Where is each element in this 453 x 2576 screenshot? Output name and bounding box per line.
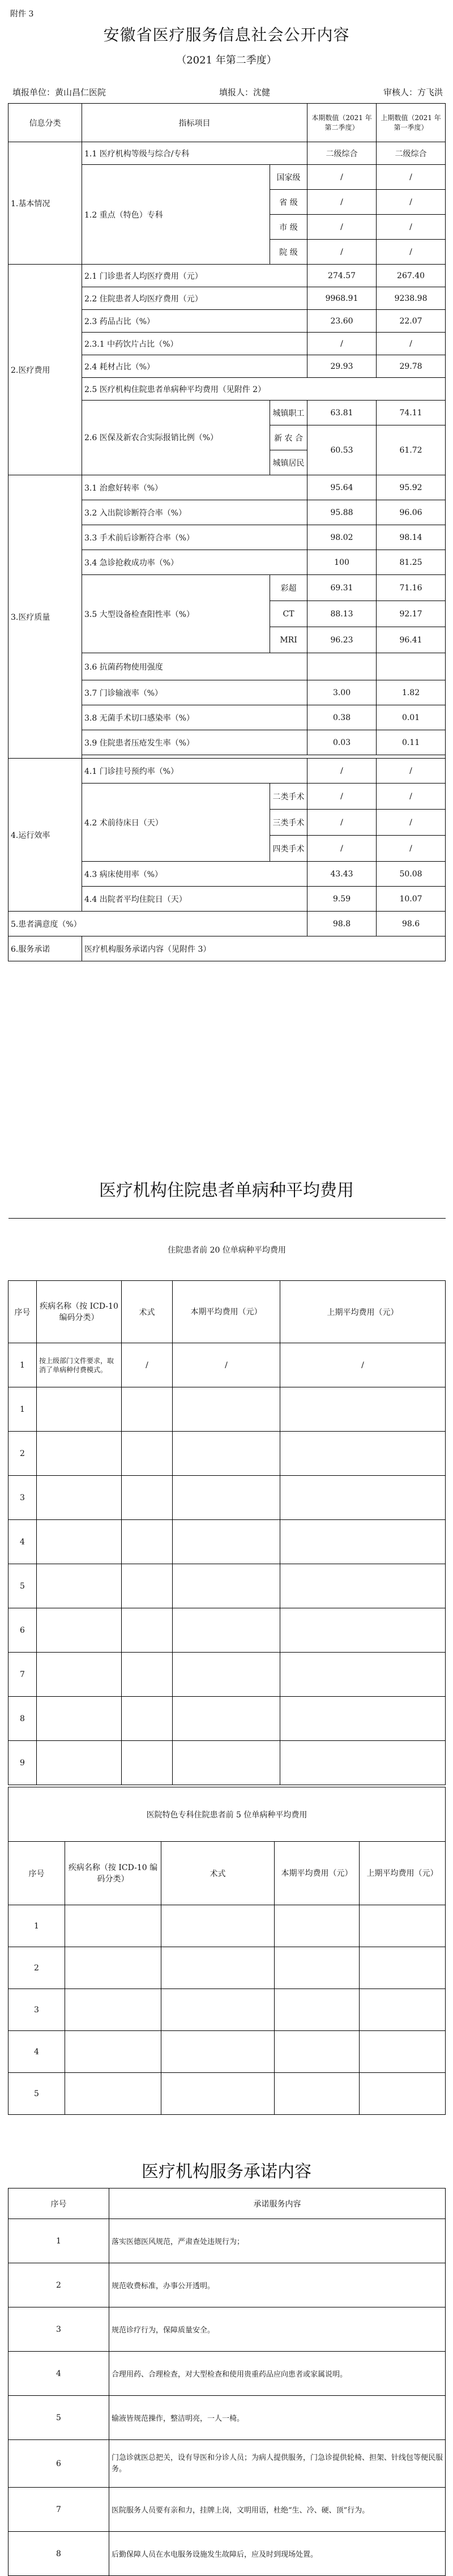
table-row <box>8 1905 446 1947</box>
table-row <box>8 1741 446 1785</box>
table-row <box>8 1564 446 1608</box>
row-sublabel: 三类手术 <box>270 810 307 836</box>
section-efficiency: 4.运行效率 <box>8 759 82 912</box>
row-previous: / <box>377 215 446 240</box>
cell-disease <box>65 2073 161 2115</box>
cell-no: 1 <box>8 1387 37 1432</box>
table-row <box>8 2307 446 2352</box>
row-sublabel: 四类手术 <box>270 836 307 862</box>
row-previous: / <box>377 836 446 862</box>
cell-disease <box>37 1387 122 1432</box>
row-previous <box>377 653 446 680</box>
row-previous: 1.82 <box>377 680 446 705</box>
cell-surgery: / <box>122 1343 173 1387</box>
row-label: 2.3.1 中药饮片占比（%） <box>82 333 307 355</box>
row-label: 3.6 抗菌药物使用强度 <box>82 653 307 680</box>
row-previous: 267.40 <box>377 265 446 287</box>
table-row <box>8 2440 446 2488</box>
row-current: 95.88 <box>307 500 377 525</box>
header-previous: 上期数值（2021 年第一季度） <box>377 104 446 142</box>
row-sublabel: 新 农 合 <box>270 425 307 450</box>
row-label: 4.4 出院者平均住院日（天） <box>82 887 307 912</box>
disease-cost-table <box>8 1218 446 1785</box>
row-label: 4.1 门诊挂号预约率（%） <box>82 759 307 784</box>
row-sublabel: 市 级 <box>270 215 307 240</box>
row-label: 3.1 治愈好转率（%） <box>82 475 307 500</box>
cell-current <box>173 1476 280 1520</box>
cell-surgery <box>122 1697 173 1741</box>
cell-no: 4 <box>8 2031 65 2073</box>
row-previous: 74.11 <box>377 401 446 425</box>
cell-no: 2 <box>8 1432 37 1476</box>
row-label: 2.4 耗材占比（%） <box>82 355 307 378</box>
row-sublabel: 国家级 <box>270 165 307 190</box>
table-row <box>8 2488 446 2532</box>
cell-surgery <box>161 1989 275 2031</box>
cell-no: 5 <box>8 1564 37 1608</box>
row-current: / <box>307 784 377 810</box>
row-previous: / <box>377 810 446 836</box>
cell-surgery <box>122 1564 173 1608</box>
row-previous: / <box>377 190 446 215</box>
cell-disease <box>65 2031 161 2073</box>
section2-title: 医疗机构住院患者单病种平均费用 <box>99 1181 354 1200</box>
row-previous: 92.17 <box>377 601 446 627</box>
caption-row <box>8 1219 446 1281</box>
cell-current <box>275 2031 360 2073</box>
row-previous: / <box>377 759 446 784</box>
cell-current <box>173 1653 280 1697</box>
row-label: 1.2 重点（特色）专科 <box>82 165 270 265</box>
row-current: 95.64 <box>307 475 377 500</box>
row-current: 23.60 <box>307 310 377 333</box>
table-row <box>8 2219 446 2263</box>
reviewer-label: 审核人：方飞洪 <box>383 87 443 97</box>
cell-current <box>275 1947 360 1989</box>
section3-title: 医疗机构服务承诺内容 <box>142 2162 311 2182</box>
cell-surgery <box>122 1387 173 1432</box>
row-label: 4.2 术前待床日（天） <box>82 784 270 862</box>
header-category: 信息分类 <box>8 104 82 142</box>
indicator-table <box>8 103 446 961</box>
cell-no: 5 <box>8 2396 109 2440</box>
row-previous: 71.16 <box>377 575 446 601</box>
cell-surgery <box>161 1905 275 1947</box>
table-row <box>8 2396 446 2440</box>
table-row <box>8 759 446 784</box>
row-previous: 29.78 <box>377 355 446 378</box>
cell-no: 1 <box>8 1905 65 1947</box>
row-previous: / <box>377 165 446 190</box>
cell-current <box>173 1432 280 1476</box>
cell-no: 6 <box>8 2440 109 2488</box>
row-sublabel: 彩超 <box>270 575 307 601</box>
table-row <box>8 1343 446 1387</box>
cell-no: 8 <box>8 2532 109 2576</box>
header-no: 序号 <box>8 1842 65 1905</box>
row-sublabel: CT <box>270 601 307 627</box>
table-row <box>8 1432 446 1476</box>
header-current: 本期平均费用（元） <box>275 1842 360 1905</box>
cell-current: / <box>173 1343 280 1387</box>
page-subtitle: （2021 年第二季度） <box>176 54 277 66</box>
row-current: 0.38 <box>307 705 377 730</box>
cell-content: 规范收费标准，办事公开透明。 <box>109 2263 446 2307</box>
table-row <box>8 912 446 936</box>
cell-no: 3 <box>8 2307 109 2352</box>
row-label: 2.2 住院患者人均医疗费用（元） <box>82 287 307 310</box>
row-label: 3.4 急诊抢救成功率（%） <box>82 550 307 575</box>
table-row <box>8 1653 446 1697</box>
row-previous: / <box>377 333 446 355</box>
row-previous: 22.07 <box>377 310 446 333</box>
row-previous: 10.07 <box>377 887 446 912</box>
row-previous: / <box>377 784 446 810</box>
table-row <box>8 1520 446 1564</box>
cell-no: 2 <box>8 2263 109 2307</box>
cell-surgery <box>161 1947 275 1989</box>
cell-no: 8 <box>8 1697 37 1741</box>
cell-content: 门急诊就医总把关，设有导医和分诊人员；为病人提供服务，门急诊提供轮椅、担架、针线包等便民服务。 <box>109 2440 446 2488</box>
cell-current <box>173 1387 280 1432</box>
table-caption: 住院患者前 20 位单病种平均费用 <box>8 1219 446 1281</box>
table-row <box>8 936 446 961</box>
table-row <box>8 1387 446 1432</box>
row-previous: 50.08 <box>377 862 446 887</box>
section-promise: 6.服务承诺 <box>8 936 82 961</box>
cell-no: 7 <box>8 2488 109 2532</box>
row-previous: 96.41 <box>377 627 446 653</box>
row-label: 3.7 门诊输液率（%） <box>82 680 307 705</box>
cell-disease <box>37 1697 122 1741</box>
cell-content: 落实医德医风规范，严肃查处违规行为； <box>109 2219 446 2263</box>
row-current: 63.81 <box>307 401 377 425</box>
row-sublabel: 院 级 <box>270 240 307 265</box>
row-current: 9.59 <box>307 887 377 912</box>
cell-current <box>173 1608 280 1653</box>
section-basic: 1.基本情况 <box>8 142 82 265</box>
row-current: / <box>307 836 377 862</box>
cell-surgery <box>122 1741 173 1785</box>
table-row <box>8 2352 446 2396</box>
cell-previous <box>360 1905 446 1947</box>
header-row <box>8 1842 446 1905</box>
row-label: 5.患者满意度（%） <box>8 912 307 936</box>
cell-no: 9 <box>8 1741 37 1785</box>
cell-current <box>275 1905 360 1947</box>
cell-content: 输液皆规范操作，整洁明亮，一人一椅。 <box>109 2396 446 2440</box>
cell-surgery <box>122 1653 173 1697</box>
cell-previous <box>280 1697 446 1741</box>
row-previous: 95.92 <box>377 475 446 500</box>
header-row <box>8 2188 446 2219</box>
header-disease: 疾病名称（按 ICD-10 编码分类） <box>37 1281 122 1343</box>
row-label: 2.5 医疗机构住院患者单病种平均费用（见附件 2） <box>82 378 446 401</box>
row-current: 100 <box>307 550 377 575</box>
cell-current <box>275 1989 360 2031</box>
cell-current <box>173 1564 280 1608</box>
cell-no: 7 <box>8 1653 37 1697</box>
cell-current <box>173 1741 280 1785</box>
annex-label: 附件 3 <box>10 10 34 19</box>
cell-no: 4 <box>8 2352 109 2396</box>
row-sublabel: 城镇职工 <box>270 401 307 425</box>
cell-surgery <box>122 1476 173 1520</box>
cell-previous <box>360 2073 446 2115</box>
cell-surgery <box>122 1432 173 1476</box>
cell-previous <box>280 1741 446 1785</box>
table-caption: 医院特色专科住院患者前 5 位单病种平均费用 <box>8 1787 446 1842</box>
table-row <box>8 2532 446 2576</box>
table-row <box>8 1947 446 1989</box>
caption-row <box>8 1787 446 1842</box>
row-current: 29.93 <box>307 355 377 378</box>
row-current: 88.13 <box>307 601 377 627</box>
header-no: 序号 <box>8 1281 37 1343</box>
promise-table <box>8 2188 446 2576</box>
cell-surgery <box>161 2073 275 2115</box>
specialty-cost-table <box>8 1787 446 2115</box>
report-meta <box>12 86 443 98</box>
row-label: 2.1 门诊患者人均医疗费用（元） <box>82 265 307 287</box>
cell-disease <box>65 1947 161 1989</box>
row-label: 3.2 入出院诊断符合率（%） <box>82 500 307 525</box>
cell-no: 1 <box>8 2219 109 2263</box>
table-row <box>8 1697 446 1741</box>
cell-previous <box>280 1520 446 1564</box>
cell-content: 后勤保障人员在水电服务设施发生故障后，应及时到现场处置。 <box>109 2532 446 2576</box>
cell-previous <box>280 1653 446 1697</box>
table-row <box>8 142 446 165</box>
table-row <box>8 2073 446 2115</box>
table-row <box>8 265 446 287</box>
cell-no: 4 <box>8 1520 37 1564</box>
header-row <box>8 1281 446 1343</box>
row-current: / <box>307 333 377 355</box>
table-row <box>8 1608 446 1653</box>
cell-surgery <box>122 1520 173 1564</box>
cell-no: 2 <box>8 1947 65 1989</box>
cell-disease <box>65 1905 161 1947</box>
cell-disease <box>37 1476 122 1520</box>
row-label: 2.6 医保及新农合实际报销比例（%） <box>82 401 270 475</box>
cell-content: 医院服务人员要有亲和力，挂牌上岗，文明用语，杜绝“生、冷、硬、顶”行为。 <box>109 2488 446 2532</box>
page-title: 安徽省医疗服务信息社会公开内容 <box>103 25 350 44</box>
row-previous: 98.6 <box>377 912 446 936</box>
row-previous: 0.11 <box>377 730 446 755</box>
cell-current <box>173 1520 280 1564</box>
row-current: 98.02 <box>307 525 377 550</box>
cell-no: 5 <box>8 2073 65 2115</box>
table-row <box>8 1989 446 2031</box>
row-previous: 二级综合 <box>377 142 446 165</box>
row-current: / <box>307 165 377 190</box>
cell-current <box>173 1697 280 1741</box>
header-content: 承诺服务内容 <box>109 2188 446 2219</box>
cell-disease <box>37 1653 122 1697</box>
row-current: / <box>307 759 377 784</box>
row-sublabel: MRI <box>270 627 307 653</box>
row-current: 98.8 <box>307 912 377 936</box>
row-current <box>307 653 377 680</box>
cell-previous <box>360 1989 446 2031</box>
cell-previous <box>280 1432 446 1476</box>
row-label: 3.5 大型设备检查阳性率（%） <box>82 575 270 653</box>
cell-previous <box>280 1476 446 1520</box>
cell-disease <box>37 1520 122 1564</box>
row-label: 医疗机构服务承诺内容（见附件 3） <box>82 936 446 961</box>
row-previous: 61.72 <box>377 425 446 475</box>
cell-no: 3 <box>8 1476 37 1520</box>
row-current: / <box>307 215 377 240</box>
cell-no: 1 <box>8 1343 37 1387</box>
row-previous: 81.25 <box>377 550 446 575</box>
header-surgery: 术式 <box>161 1842 275 1905</box>
cell-previous <box>280 1608 446 1653</box>
row-current: 9968.91 <box>307 287 377 310</box>
row-current: 274.57 <box>307 265 377 287</box>
table-row <box>8 475 446 500</box>
row-previous: 9238.98 <box>377 287 446 310</box>
row-current: 60.53 <box>307 425 377 475</box>
cell-previous <box>280 1387 446 1432</box>
row-sublabel: 省 级 <box>270 190 307 215</box>
cell-no: 6 <box>8 1608 37 1653</box>
header-surgery: 术式 <box>122 1281 173 1343</box>
header-current: 本期平均费用（元） <box>173 1281 280 1343</box>
filler-label: 填报人：沈健 <box>219 87 270 97</box>
row-current: 69.31 <box>307 575 377 601</box>
table-row <box>8 2031 446 2073</box>
cell-content: 规范诊疗行为，保障质量安全。 <box>109 2307 446 2352</box>
cell-content: 合理用药、合理检查，对大型检查和使用贵重药品应向患者或家属说明。 <box>109 2352 446 2396</box>
row-current: 96.23 <box>307 627 377 653</box>
cell-no: 3 <box>8 1989 65 2031</box>
cell-disease <box>37 1608 122 1653</box>
row-current: / <box>307 810 377 836</box>
section-quality: 3.医疗质量 <box>8 475 82 759</box>
cell-previous <box>360 2031 446 2073</box>
cell-previous <box>280 1564 446 1608</box>
cell-surgery <box>122 1608 173 1653</box>
row-label: 3.8 无菌手术切口感染率（%） <box>82 705 307 730</box>
row-current: 二级综合 <box>307 142 377 165</box>
row-sublabel: 二类手术 <box>270 784 307 810</box>
cell-previous <box>360 1947 446 1989</box>
row-label: 4.3 病床使用率（%） <box>82 862 307 887</box>
header-indicator: 指标项目 <box>82 104 307 142</box>
cell-disease: 按上级部门文件要求，取消了单病种付费模式。 <box>37 1343 122 1387</box>
header-disease: 疾病名称（按 ICD-10 编码分类） <box>65 1842 161 1905</box>
row-label: 3.9 住院患者压疮发生率（%） <box>82 730 307 755</box>
row-sublabel: 城镇居民 <box>270 450 307 475</box>
row-previous: / <box>377 240 446 265</box>
table-row <box>8 1476 446 1520</box>
row-label: 3.3 手术前后诊断符合率（%） <box>82 525 307 550</box>
row-current: 3.00 <box>307 680 377 705</box>
row-current: 0.03 <box>307 730 377 755</box>
cell-surgery <box>161 2031 275 2073</box>
header-previous: 上期平均费用（元） <box>280 1281 446 1343</box>
cell-current <box>275 2073 360 2115</box>
table-row <box>8 2263 446 2307</box>
cell-disease <box>37 1432 122 1476</box>
unit-label: 填报单位：黄山昌仁医院 <box>12 87 106 97</box>
row-label: 1.1 医疗机构等级与综合/专科 <box>82 142 307 165</box>
cell-disease <box>37 1741 122 1785</box>
row-current: / <box>307 240 377 265</box>
cell-disease <box>65 1989 161 2031</box>
section-cost: 2.医疗费用 <box>8 265 82 475</box>
cell-previous: / <box>280 1343 446 1387</box>
row-previous: 98.14 <box>377 525 446 550</box>
header-previous: 上期平均费用（元） <box>360 1842 446 1905</box>
row-current: 43.43 <box>307 862 377 887</box>
header-no: 序号 <box>8 2188 109 2219</box>
row-previous: 0.01 <box>377 705 446 730</box>
row-current: / <box>307 190 377 215</box>
header-row <box>8 104 446 142</box>
row-label: 2.3 药品占比（%） <box>82 310 307 333</box>
header-current: 本期数值（2021 年第二季度） <box>307 104 377 142</box>
row-previous: 96.06 <box>377 500 446 525</box>
cell-disease <box>37 1564 122 1608</box>
